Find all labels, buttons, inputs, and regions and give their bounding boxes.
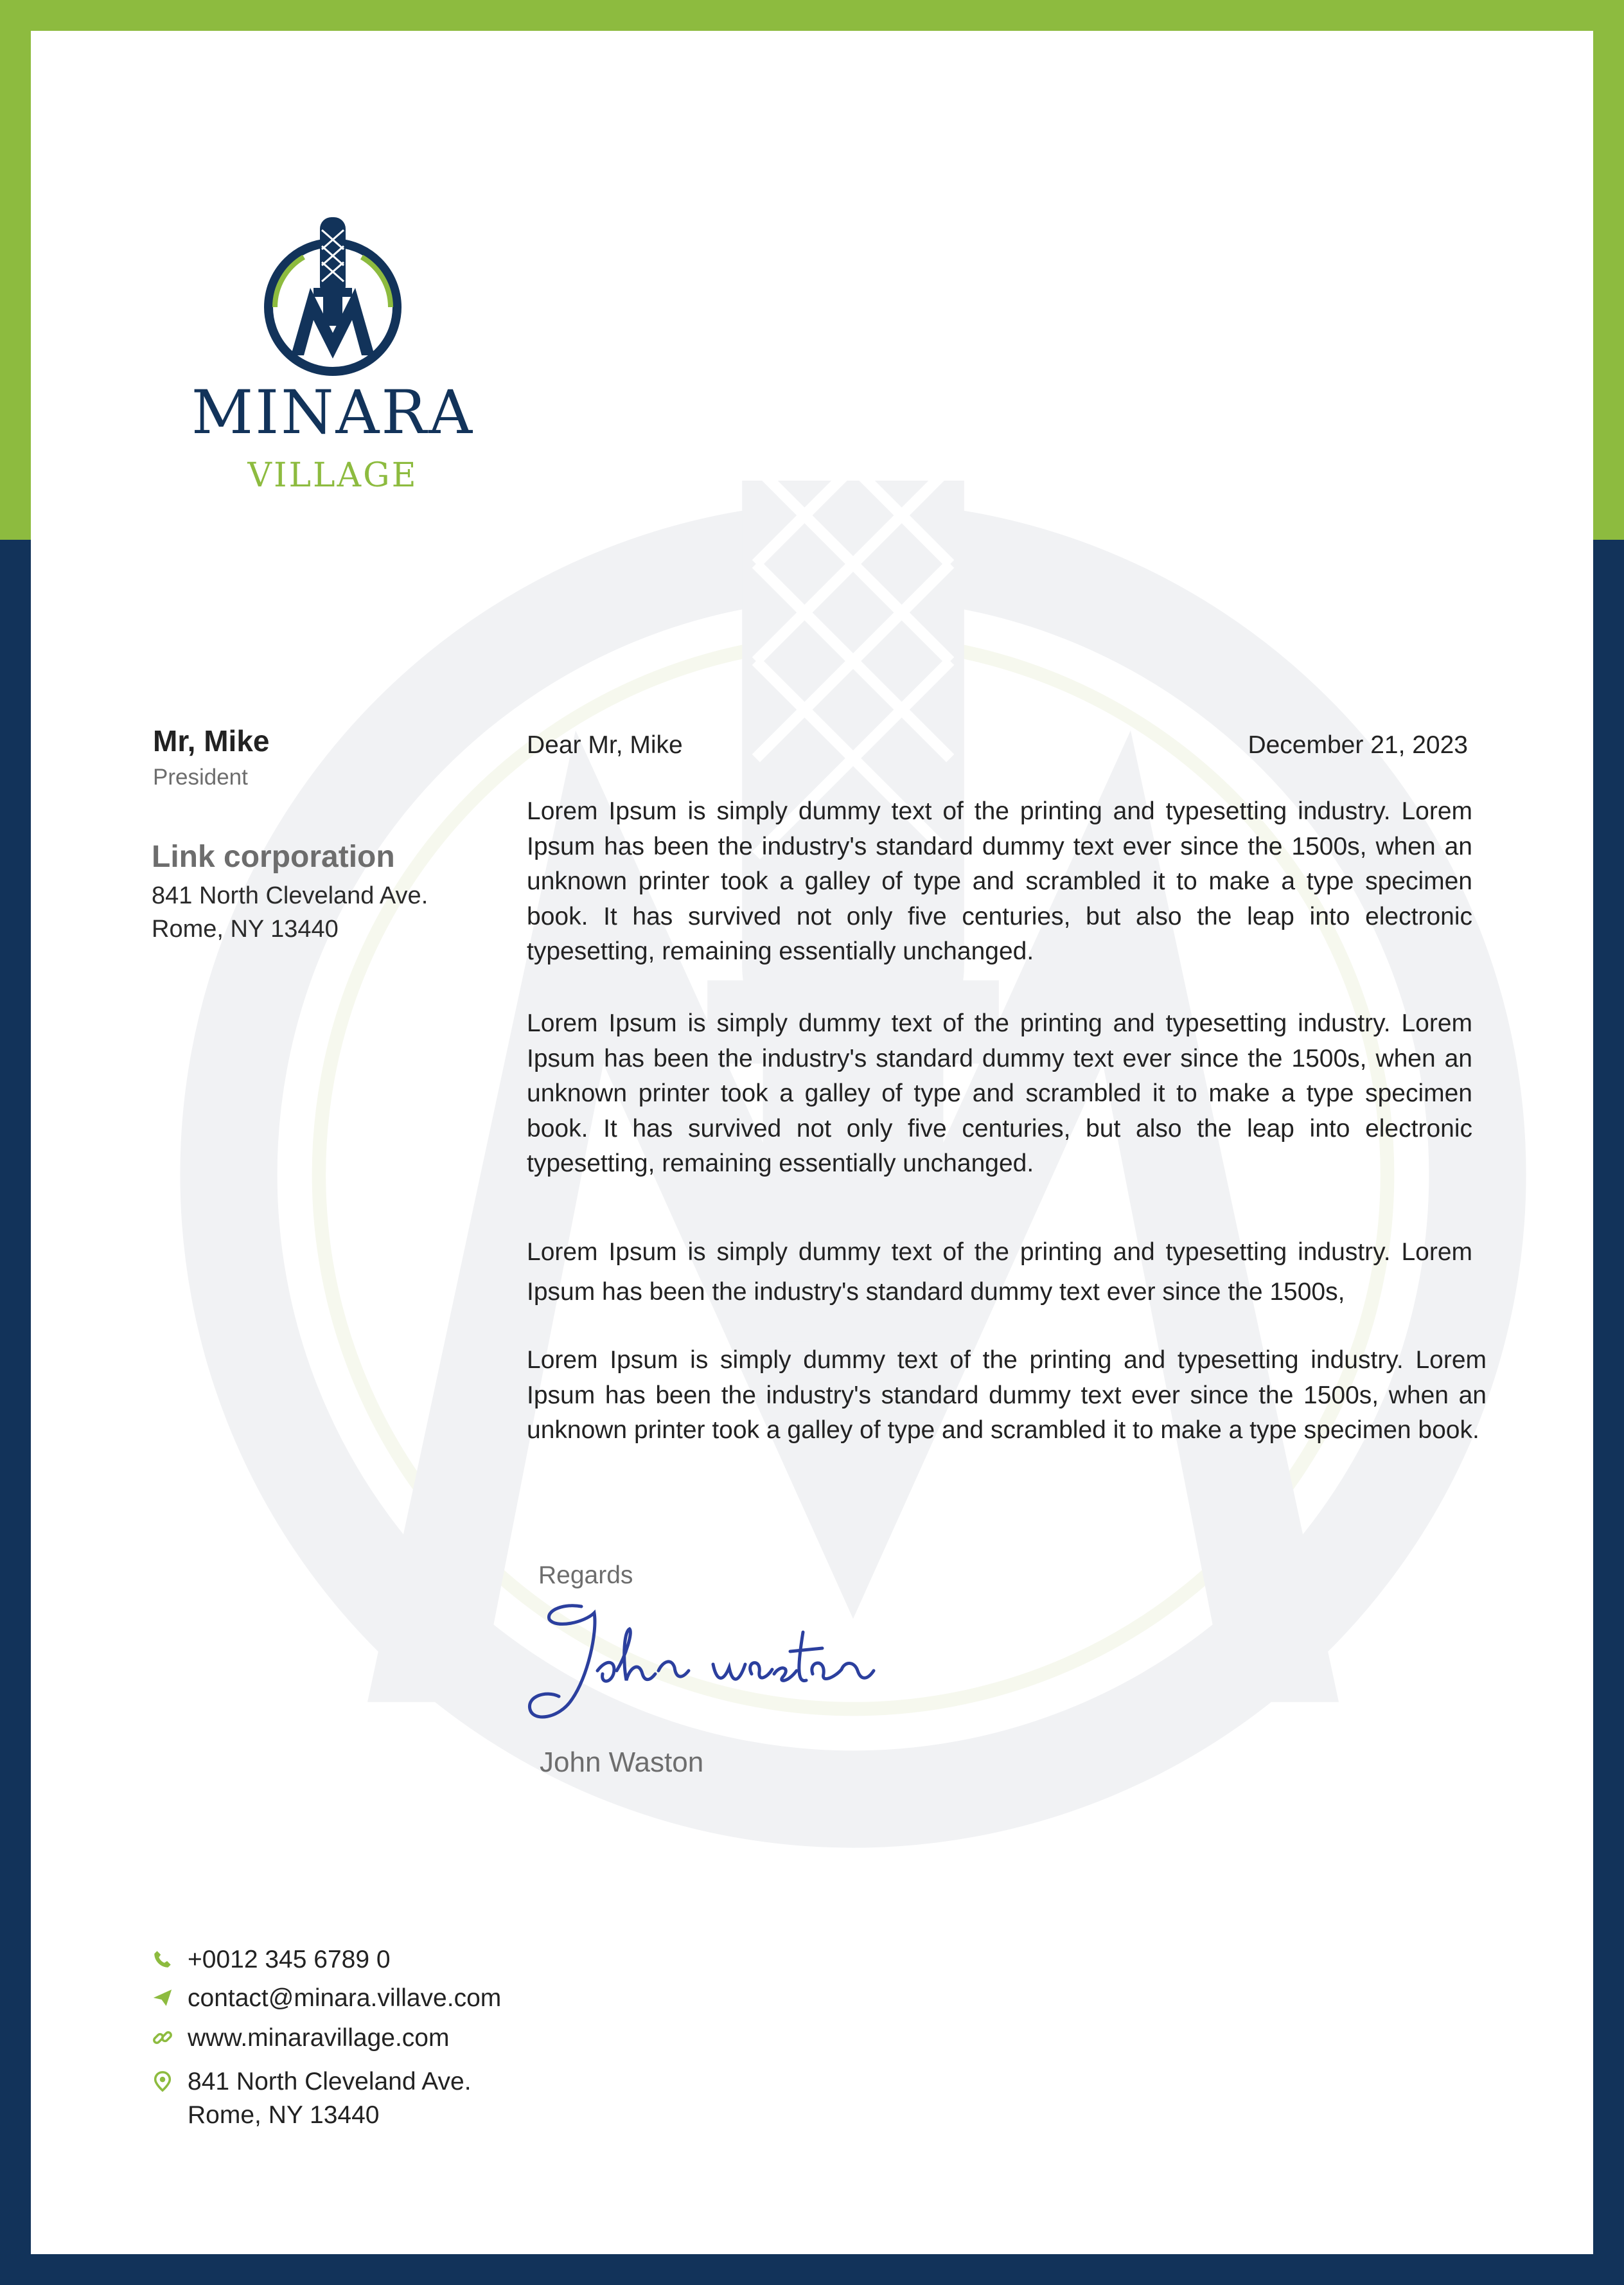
- company-logo: [179, 217, 487, 500]
- recipient-address-line2: Rome, NY 13440: [152, 916, 339, 943]
- signer-name: John Waston: [540, 1747, 704, 1778]
- footer-address: [152, 2065, 472, 2132]
- recipient-company: Link corporation: [152, 840, 395, 874]
- phone-icon: [152, 1948, 173, 1970]
- logo-wordmark: MINARA: [191, 378, 475, 448]
- footer-phone-text: +0012 345 6789 0: [188, 1946, 391, 1973]
- letter-paragraph-1: Lorem Ipsum is simply dummy text of the printing and typesetting industry. Lorem Ipsum has been the industry's standard dummy text ever since the 1500s, when an unknown printer took a galley of type and scrambled it to make a type specimen book. It has survived not only five centuries, but also the leap into electronic typesetting, remaining essentially unchanged.: [527, 797, 1472, 965]
- footer-phone: [152, 1943, 391, 1977]
- footer-website-text: www.minaravillage.com: [188, 2024, 450, 2052]
- letter-sheet: [31, 31, 1593, 2254]
- signature-image: [520, 1594, 931, 1729]
- send-icon: [152, 1987, 173, 2009]
- minaret-logo-icon: [259, 217, 407, 378]
- footer-email: [152, 1982, 501, 2015]
- letter-greeting: Dear Mr, Mike: [527, 731, 683, 759]
- footer-address-line1: 841 North Cleveland Ave.: [188, 2068, 472, 2095]
- footer-address-line2: Rome, NY 13440: [188, 2101, 380, 2129]
- letter-paragraph-3: Lorem Ipsum is simply dummy text of the printing and typesetting industry. Lorem Ipsum has been the industry's standard dummy text ever since the 1500s,: [527, 1238, 1472, 1306]
- letter-paragraph-2: Lorem Ipsum is simply dummy text of the printing and typesetting industry. Lorem Ipsum has been the industry's standard dummy text ever since the 1500s, when an unknown printer took a galley of type and scrambled it to make a type specimen book. It has survived not only five centuries, but also the leap into electronic typesetting, remaining essentially unchanged.: [527, 1009, 1472, 1177]
- footer-email-text: contact@minara.villave.com: [188, 1984, 502, 2012]
- recipient-name: Mr, Mike: [153, 724, 270, 758]
- letter-closing: Regards: [538, 1561, 633, 1589]
- link-icon: [152, 2027, 173, 2049]
- location-pin-icon: [152, 2070, 173, 2092]
- letter-paragraph-4: Lorem Ipsum is simply dummy text of the printing and typesetting industry. Lorem Ipsum has been the industry's standard dummy text ever since the 1500s, when an unknown printer took a galley of type and scrambled it to make a type specimen book.: [527, 1346, 1487, 1444]
- recipient-title: President: [153, 765, 248, 790]
- letter-date: December 21, 2023: [1248, 731, 1468, 759]
- footer-website: [152, 2022, 449, 2055]
- recipient-address-line1: 841 North Cleveland Ave.: [152, 882, 428, 909]
- logo-subtitle: VILLAGE: [247, 456, 418, 495]
